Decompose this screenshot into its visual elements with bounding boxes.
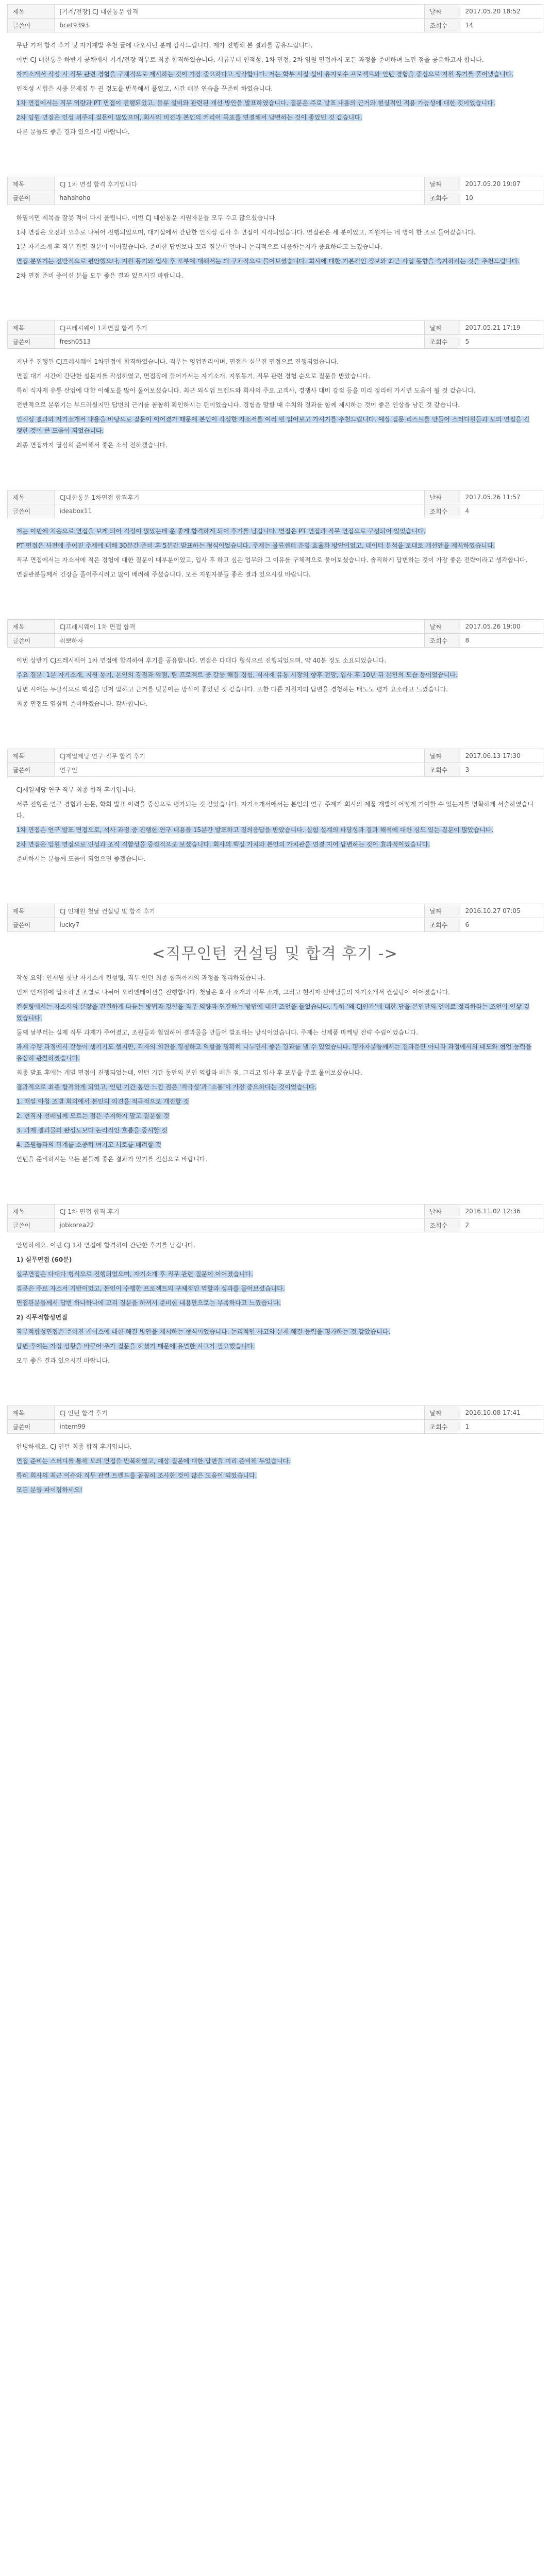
author-label: 글쓴이 [7, 763, 54, 777]
post-paragraph [16, 1312, 534, 1323]
views-label: 조회수 [424, 634, 460, 648]
post-title[interactable]: CJ제일제당 연구 직무 합격 후기 [54, 749, 424, 763]
post-paragraph [16, 112, 534, 123]
paragraph-text: 면접 대기 시간에 간단한 설문지를 작성하였고, 면접장에 들어가서는 자기소개, 지원동기, 직무 관련 경험 순으로 질문을 받았습니다. [16, 372, 371, 380]
post-paragraph [16, 1470, 534, 1481]
date-label: 날짜 [424, 177, 460, 191]
paragraph-text: 전반적으로 분위기는 부드러웠지만 답변의 근거를 꼼꼼히 확인하시는 편이었습니다. 경험을 말할 때 수치와 결과를 함께 제시하는 것이 좋은 인상을 남긴 것 같습니다. [16, 401, 460, 409]
paragraph-text: 인턴을 준비하시는 모든 분들께 좋은 결과가 있기를 진심으로 바랍니다. [16, 1156, 208, 1163]
post-paragraph [16, 439, 534, 451]
paragraph-text: 무단 기재 합격 후기 및 자기계발 추천 글에 나오시던 분께 감사드립니다. 제가 진행해 본 결과를 공유드립니다. [16, 42, 313, 49]
post-paragraph [16, 1041, 534, 1064]
post-date: 2017.05.20 18:52 [460, 5, 543, 19]
paragraph-text: 모두 좋은 결과 있으시길 바랍니다. [16, 1357, 110, 1364]
post-paragraph [16, 241, 534, 252]
post-date: 2017.05.26 19:00 [460, 620, 543, 634]
post-title[interactable]: CJ프레시웨이 1차면접 합격 후기 [54, 321, 424, 335]
author-label: 글쓴이 [7, 335, 54, 349]
title-label: 제목 [7, 5, 54, 19]
post-views: 14 [460, 19, 543, 32]
paragraph-text: 지난주 진행된 CJ프레시웨이 1차면접에 합격하였습니다. 직무는 영업관리이며, 면접은 실무진 면접으로 진행되었습니다. [16, 358, 339, 365]
post-list [0, 4, 550, 1514]
paragraph-text: 3. 과제 결과물의 완성도보다 논리적인 흐름을 중시할 것 [16, 1127, 168, 1134]
paragraph-text: 1차 면접은 오전과 오후로 나뉘어 진행되었으며, 대기실에서 간단한 인적성 검사 후 면접이 시작되었습니다. 면접관은 세 분이었고, 지원자는 네 명이 한 조로 들어갔습니다. [16, 229, 476, 236]
paragraph-text: 2. 현직자 선배님께 모르는 점은 주저하지 말고 질문할 것 [16, 1112, 170, 1120]
date-label: 날짜 [424, 5, 460, 19]
post-paragraph [16, 40, 534, 51]
post-paragraph [16, 1326, 534, 1337]
post-views: 10 [460, 191, 543, 205]
paragraph-text: 직무적합성면접은 주어진 케이스에 대한 해결 방안을 제시하는 형식이었습니다. 논리적인 사고와 문제 해결 능력을 평가하는 것 같았습니다. [16, 1328, 391, 1335]
post [7, 177, 543, 300]
post-paragraph [16, 83, 534, 94]
post-meta-table [7, 904, 543, 932]
post-paragraph [16, 853, 534, 865]
post-body [7, 777, 543, 883]
post-paragraph [16, 784, 534, 795]
views-label: 조회수 [424, 918, 460, 932]
paragraph-text: 모든 분들 파이팅하세요! [16, 1486, 82, 1494]
post-paragraph [16, 256, 534, 267]
post-paragraph [16, 356, 534, 367]
paragraph-text: 2) 직무적합성면접 [16, 1314, 68, 1321]
post [7, 749, 543, 883]
author-label: 글쓴이 [7, 504, 54, 518]
post-meta-table [7, 320, 543, 349]
paragraph-text: 면접 준비는 스터디를 통해 모의 면접을 반복하였고, 예상 질문에 대한 답변을 미리 준비해 두었습니다. [16, 1458, 291, 1465]
post [7, 1405, 543, 1514]
views-label: 조회수 [424, 1420, 460, 1434]
post-paragraph [16, 1067, 534, 1078]
post-paragraph [16, 370, 534, 382]
post-body [7, 518, 543, 599]
post-body [7, 349, 543, 469]
post-date: 2017.05.20 19:07 [460, 177, 543, 191]
post-title[interactable]: CJ 1차 면접 합격 후기 [54, 1205, 424, 1218]
post-paragraph [16, 569, 534, 580]
post-author[interactable]: 연구인 [54, 763, 424, 777]
post-title[interactable]: CJ 인재원 첫날 컨설팅 및 합격 후기 [54, 904, 424, 918]
post-paragraph [16, 1081, 534, 1093]
post-views: 2 [460, 1218, 543, 1232]
post-meta-table [7, 4, 543, 32]
views-label: 조회수 [424, 1218, 460, 1232]
paragraph-text: 1차 면접에서는 직무 역량과 PT 면접이 진행되었고, 물류 설비와 관련된 개선 방안을 발표하였습니다. 질문은 주로 발표 내용의 근거와 현실적인 적용 가능성에 대한 것이었습니다. [16, 99, 495, 107]
title-label: 제목 [7, 1205, 54, 1218]
post-paragraph [16, 270, 534, 281]
paragraph-text: 최종 면접까지 열심히 준비해서 좋은 소식 전하겠습니다. [16, 442, 168, 449]
post-paragraph [16, 385, 534, 396]
post-author[interactable]: fresh0513 [54, 335, 424, 349]
views-label: 조회수 [424, 335, 460, 349]
paragraph-text: 안녕하세요. CJ 인턴 최종 합격 후기입니다. [16, 1443, 132, 1450]
post-meta-table [7, 619, 543, 648]
paragraph-text: 안녕하세요. 이번 CJ 1차 면접에 합격하여 간단한 후기를 남깁니다. [16, 1242, 195, 1249]
paragraph-text: 1) 실무면접 (60분) [16, 1256, 72, 1263]
views-label: 조회수 [424, 191, 460, 205]
post-paragraph [16, 554, 534, 566]
post [7, 904, 543, 1183]
author-label: 글쓴이 [7, 1420, 54, 1434]
title-label: 제목 [7, 490, 54, 504]
author-label: 글쓴이 [7, 1218, 54, 1232]
paragraph-text: 2차 임원 면접은 인성 위주의 질문이 많았으며, 회사의 비전과 본인의 커리어 목표를 연결해서 답변하는 것이 좋았던 것 같습니다. [16, 114, 362, 121]
post-date: 2017.05.21 17:19 [460, 321, 543, 335]
views-label: 조회수 [424, 504, 460, 518]
paragraph-text: 인적성 시험은 시중 문제집 두 권 정도를 반복해서 풀었고, 시간 배분 연습을 꾸준히 하였습니다. [16, 85, 273, 92]
post-paragraph [16, 399, 534, 411]
paragraph-text: 직무 면접에서는 자소서에 적은 경험에 대한 질문이 대부분이었고, 입사 후 하고 싶은 업무와 그 이유를 구체적으로 물어보셨습니다. 솔직하게 답변하는 것이 가장 좋은 전략이라고 생각합니다. [16, 556, 528, 564]
post-paragraph [16, 1096, 534, 1107]
paragraph-text: 저는 이번에 처음으로 면접을 보게 되어 걱정이 많았는데 운 좋게 합격하게 되어 후기를 남깁니다. 면접은 PT 면접과 직무 면접으로 구성되어 있었습니다. [16, 528, 426, 535]
paragraph-text: 4. 조원들과의 관계를 소중히 여기고 서로를 배려할 것 [16, 1141, 162, 1148]
author-label: 글쓴이 [7, 918, 54, 932]
paragraph-text: 2차 면접 준비 중이신 분들 모두 좋은 결과 있으시길 바랍니다. [16, 272, 184, 279]
post [7, 619, 543, 728]
post-paragraph [16, 69, 534, 80]
post-paragraph [16, 1341, 534, 1352]
post-paragraph [16, 655, 534, 666]
post-author[interactable]: bcet9393 [54, 19, 424, 32]
post-paragraph [16, 526, 534, 537]
paragraph-text: 실무면접은 다대다 형식으로 진행되었으며, 자기소개 후 직무 관련 질문이 이어졌습니다. [16, 1270, 253, 1278]
paragraph-text: 먼저 인재원에 입소하면 조별로 나뉘어 오리엔테이션을 진행합니다. 첫날은 회사 소개와 직무 소개, 그리고 현직자 선배님들의 자기소개서 컨설팅이 이어졌습니다. [16, 989, 450, 996]
paragraph-text: 답변 후에는 가정 상황을 바꾸어 추가 질문을 하셨기 때문에 유연한 사고가 필요했습니다. [16, 1343, 255, 1350]
paragraph-text: 컨설팅에서는 자소서의 문장을 간결하게 다듬는 방법과 경험을 직무 역량과 연결하는 방법에 대한 조언을 들었습니다. 특히 ‘왜 CJ인가’에 대한 답을 본인만의 언어로 정리하라는 조언이 인상 깊었습니다. [16, 1003, 530, 1022]
paragraph-text: 1차 면접은 연구 발표 면접으로, 석사 과정 중 진행한 연구 내용을 15분간 발표하고 질의응답을 받았습니다. 실험 설계의 타당성과 결과 해석에 대한 심도 있는 질문이 많았습니다. [16, 826, 494, 834]
post [7, 320, 543, 469]
post-paragraph [16, 227, 534, 238]
post-paragraph [16, 126, 534, 138]
paragraph-text: 서류 전형은 연구 경험과 논문, 학회 발표 이력을 중심으로 평가되는 것 같았습니다. 자기소개서에서는 본인의 연구 주제가 회사의 제품 개발에 어떻게 기여할 수 있는지를 명확하게 서술하였습니다. [16, 801, 534, 819]
views-label: 조회수 [424, 763, 460, 777]
post-paragraph [16, 1283, 534, 1294]
paragraph-text: 준비하시는 분들께 도움이 되었으면 좋겠습니다. [16, 855, 146, 862]
post-author[interactable]: intern99 [54, 1420, 424, 1434]
title-label: 제목 [7, 1406, 54, 1420]
date-label: 날짜 [424, 490, 460, 504]
post-meta-table [7, 177, 543, 205]
post-paragraph [16, 1139, 534, 1150]
paragraph-text: 최종 면접도 열심히 준비하겠습니다. 감사합니다. [16, 700, 148, 707]
paragraph-text: 면접관분들께서 긴장을 풀어주시려고 많이 배려해 주셨습니다. 모든 지원자분들 좋은 결과 있으시길 바랍니다. [16, 571, 311, 578]
paragraph-text: 이번 CJ 대한통운 하반기 공채에서 기계/전장 직무로 최종 합격하였습니다. 서류부터 인적성, 1차 면접, 2차 임원 면접까지 모든 과정을 준비하며 느낀 점을 공유하고자 합니다. [16, 56, 484, 63]
title-label: 제목 [7, 321, 54, 335]
post-paragraph [16, 1240, 534, 1251]
post-author[interactable]: 취뽀하자 [54, 634, 424, 648]
date-label: 날짜 [424, 904, 460, 918]
paragraph-text: 결과적으로 최종 합격하게 되었고, 인턴 기간 동안 느낀 점은 ‘적극성’과 ‘소통’이 가장 중요하다는 것이었습니다. [16, 1083, 317, 1091]
post-views: 8 [460, 634, 543, 648]
post-date: 2016.10.08 17:41 [460, 1406, 543, 1420]
post-body [7, 932, 543, 1183]
post-title[interactable]: CJ프레시웨이 1차 면접 합격 [54, 620, 424, 634]
post-views: 3 [460, 763, 543, 777]
post-date: 2016.11.02 12:36 [460, 1205, 543, 1218]
post-paragraph [16, 97, 534, 109]
paragraph-text: 면접관분들께서 답변 하나하나에 꼬리 질문을 하셔서 준비한 내용만으로는 부족하다고 느꼈습니다. [16, 1299, 281, 1307]
post-paragraph [16, 1154, 534, 1165]
post-meta-table [7, 490, 543, 518]
title-label: 제목 [7, 749, 54, 763]
post-paragraph [16, 414, 534, 436]
post-paragraph [16, 1297, 534, 1309]
post-paragraph [16, 54, 534, 65]
paragraph-text: 특히 식자재 유통 산업에 대한 이해도를 많이 물어보셨습니다. 최근 외식업 트렌드와 회사의 주요 고객사, 경쟁사 대비 강점 등을 미리 정리해 가시면 도움이 될 것 같습니다. [16, 387, 476, 394]
post-heading: <직무인턴 컨설팅 및 합격 후기 -> [152, 945, 398, 963]
paragraph-text: 최종 발표 후에는 개별 면접이 진행되었는데, 인턴 기간 동안의 본인 역할과 배운 점, 그리고 입사 후 포부를 주로 물어보셨습니다. [16, 1069, 362, 1076]
paragraph-text: 인적성 결과와 자기소개서 내용을 바탕으로 질문이 이어졌기 때문에 본인이 작성한 자소서를 여러 번 읽어보고 가시기를 추천드립니다. 예상 질문 리스트를 만들어 스터디원들과 모의 면접을 진행한 것이 큰 도움이 되었습니다. [16, 416, 530, 434]
post-body [7, 1434, 543, 1514]
paragraph-text: 면접 분위기는 전반적으로 편안했으나, 지원 동기와 입사 후 포부에 대해서는 꽤 구체적으로 물어보셨습니다. 회사에 대한 기본적인 정보와 최근 사업 동향을 숙지하시는 것을 추천드립니다. [16, 258, 520, 265]
post-paragraph [16, 1254, 534, 1265]
paragraph-text: 작성 요약: 인재원 첫날 자기소개 컨설팅, 직무 인턴 최종 합격까지의 과정을 정리하였습니다. [16, 974, 265, 981]
post-title[interactable]: [기계/전장] CJ 대한통운 합격 [54, 5, 424, 19]
paragraph-text: 특히 회사의 최근 이슈와 직무 관련 트렌드를 꼼꼼히 조사한 것이 많은 도움이 되었습니다. [16, 1472, 257, 1479]
author-label: 글쓴이 [7, 191, 54, 205]
post-body [7, 205, 543, 300]
author-label: 글쓴이 [7, 634, 54, 648]
date-label: 날짜 [424, 620, 460, 634]
post-date: 2016.10.27 07:05 [460, 904, 543, 918]
post-paragraph [16, 824, 534, 836]
post-views: 6 [460, 918, 543, 932]
paragraph-text: 다른 분들도 좋은 결과 있으시길 바랍니다. [16, 128, 130, 135]
post-paragraph [16, 1110, 534, 1122]
paragraph-text: 하필이면 제목을 잘못 적어 다시 올립니다. 이번 CJ 대한통운 지원자분들 모두 수고 많으셨습니다. [16, 214, 277, 222]
title-label: 제목 [7, 620, 54, 634]
paragraph-text: CJ제일제당 연구 직무 최종 합격 후기입니다. [16, 786, 136, 793]
post-paragraph [16, 212, 534, 224]
post-paragraph [16, 540, 534, 551]
post-paragraph [16, 1455, 534, 1467]
post [7, 1204, 543, 1385]
date-label: 날짜 [424, 321, 460, 335]
post-paragraph [16, 669, 534, 681]
post-paragraph [16, 684, 534, 695]
paragraph-text: 1. 매일 아침 조별 회의에서 본인의 의견을 적극적으로 개진할 것 [16, 1098, 190, 1105]
page [0, 4, 550, 2576]
post-body [7, 648, 543, 728]
paragraph-text: 자기소개서 작성 시 직무 관련 경험을 구체적으로 제시하는 것이 가장 중요하다고 생각합니다. 저는 학부 시절 설비 유지보수 프로젝트와 인턴 경험을 중심으로 지원 동기를 풀어냈습니다. [16, 71, 514, 78]
views-label: 조회수 [424, 19, 460, 32]
post-views: 1 [460, 1420, 543, 1434]
post-body [7, 32, 543, 156]
paragraph-text: PT 면접은 사전에 주어진 주제에 대해 30분간 준비 후 5분간 발표하는 형식이었습니다. 주제는 물류센터 운영 효율화 방안이었고, 데이터 분석을 토대로 개선안을 제시하였습니다. [16, 542, 495, 549]
post [7, 490, 543, 599]
title-label: 제목 [7, 177, 54, 191]
post-author[interactable]: hahahoho [54, 191, 424, 205]
post-meta-table [7, 749, 543, 777]
date-label: 날짜 [424, 749, 460, 763]
post-paragraph [16, 1484, 534, 1496]
post-author[interactable]: ideabox11 [54, 504, 424, 518]
date-label: 날짜 [424, 1205, 460, 1218]
post-paragraph [16, 1268, 534, 1280]
post-paragraph [16, 698, 534, 709]
post-paragraph [16, 1125, 534, 1136]
paragraph-text: 과제 수행 과정에서 갈등이 생기기도 했지만, 각자의 의견을 경청하고 역할을 명확히 나누면서 좋은 결과를 낼 수 있었습니다. 평가자분들께서는 결과뿐만 아니라 과정에서의 태도와 협업 능력을 유심히 관찰하셨습니다. [16, 1043, 532, 1062]
post-paragraph [16, 839, 534, 850]
post [7, 4, 543, 156]
post-author[interactable]: jobkorea22 [54, 1218, 424, 1232]
post-paragraph [16, 799, 534, 821]
post-paragraph [16, 987, 534, 998]
post-title[interactable]: CJ대한통운 1차면접 합격후기 [54, 490, 424, 504]
post-author[interactable]: lucky7 [54, 918, 424, 932]
post-paragraph [16, 1355, 534, 1366]
post-title[interactable]: CJ 인턴 합격 후기 [54, 1406, 424, 1420]
post-paragraph [16, 972, 534, 984]
post-meta-table [7, 1405, 543, 1434]
paragraph-text: 주요 질문: 1분 자기소개, 지원 동기, 본인의 강점과 약점, 팀 프로젝트 중 갈등 해결 경험, 식자재 유통 시장의 향후 전망, 입사 후 10년 뒤 본인의 모습 등이었습니다. [16, 671, 458, 679]
author-label: 글쓴이 [7, 19, 54, 32]
post-meta-table [7, 1204, 543, 1232]
paragraph-text: 답변 시에는 두괄식으로 핵심을 먼저 말하고 근거를 덧붙이는 방식이 좋았던 것 같습니다. 또한 다른 지원자의 답변을 경청하는 태도도 평가 요소라고 느꼈습니다. [16, 686, 448, 693]
post-body [7, 1232, 543, 1385]
post-views: 5 [460, 335, 543, 349]
post-paragraph [16, 1027, 534, 1038]
title-label: 제목 [7, 904, 54, 918]
paragraph-text: 이번 상반기 CJ프레시웨이 1차 면접에 합격하여 후기를 공유합니다. 면접은 다대다 형식으로 진행되었으며, 약 40분 정도 소요되었습니다. [16, 657, 387, 664]
paragraph-text: 질문은 주로 자소서 기반이었고, 본인이 수행한 프로젝트의 구체적인 역할과 성과를 물어보셨습니다. [16, 1285, 285, 1292]
paragraph-text: 2차 면접은 임원 면접으로 인성과 조직 적합성을 중점적으로 보셨습니다. 회사의 핵심 가치와 본인의 가치관을 연결 지어 답변하는 것이 효과적이었습니다. [16, 841, 430, 848]
paragraph-text: 1분 자기소개 후 직무 관련 질문이 이어졌습니다. 준비한 답변보다 꼬리 질문에 얼마나 논리적으로 대응하는지가 중요하다고 느꼈습니다. [16, 243, 382, 250]
date-label: 날짜 [424, 1406, 460, 1420]
paragraph-text: 둘째 날부터는 실제 직무 과제가 주어졌고, 조원들과 협업하여 결과물을 만들어 발표하는 방식이었습니다. 주제는 신제품 마케팅 전략 수립이었습니다. [16, 1029, 419, 1036]
post-paragraph [16, 1441, 534, 1452]
post-title[interactable]: CJ 1차 면접 합격 후기입니다 [54, 177, 424, 191]
post-views: 4 [460, 504, 543, 518]
post-date: 2017.05.26 11:57 [460, 490, 543, 504]
post-paragraph [16, 1001, 534, 1024]
post-date: 2017.06.13 17:30 [460, 749, 543, 763]
